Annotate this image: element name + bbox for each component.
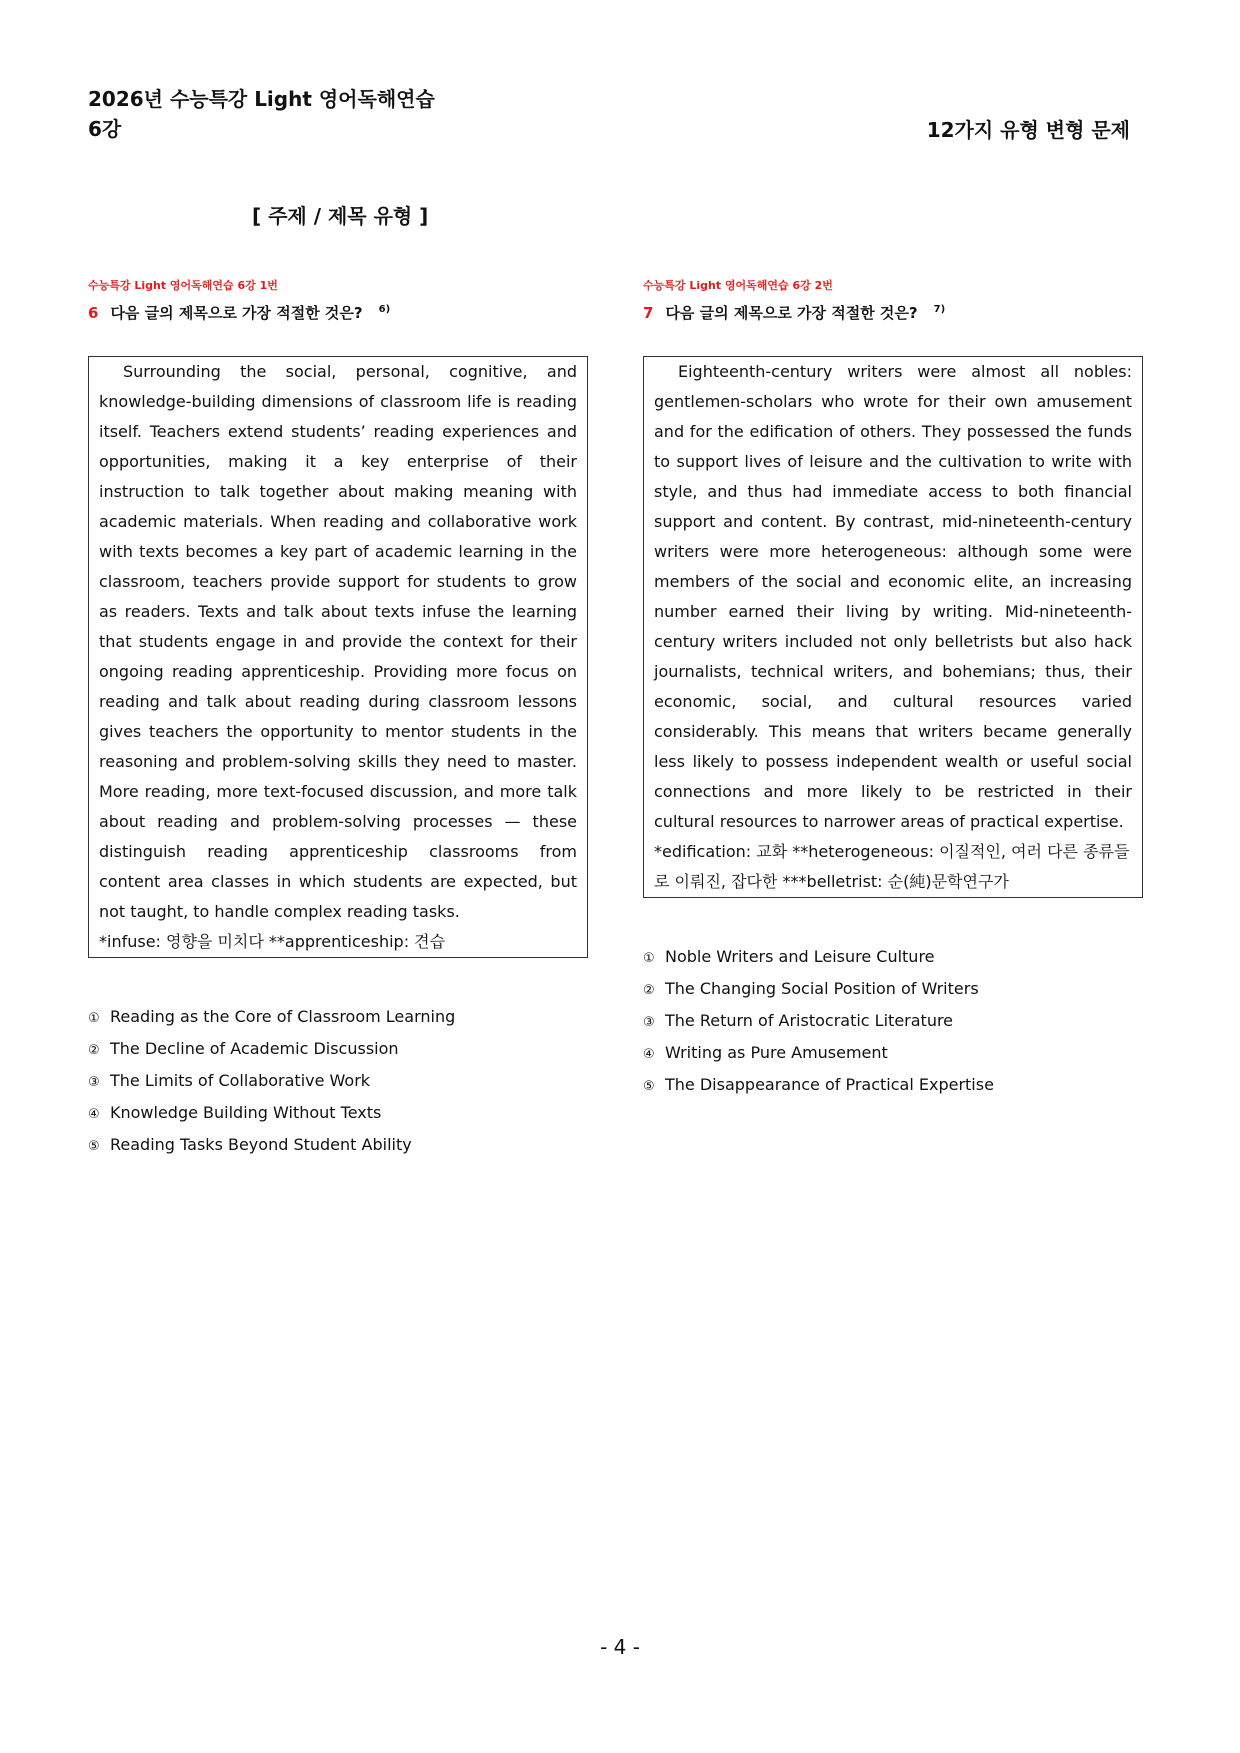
answer-choice[interactable] — [643, 1070, 1143, 1102]
question-prompt — [643, 300, 1143, 323]
choice-text: Reading as the Core of Classroom Learning — [110, 1007, 456, 1026]
passage-box — [643, 356, 1143, 898]
passage-box — [88, 356, 588, 958]
question-number: 6 — [88, 304, 99, 322]
choice-number: ① — [88, 1011, 100, 1026]
choice-number: ③ — [88, 1075, 100, 1090]
question-7 — [643, 278, 1143, 1102]
footnote-ref: 7) — [933, 304, 946, 315]
choice-text: The Decline of Academic Discussion — [110, 1039, 399, 1058]
footnote-ref: 6) — [378, 304, 391, 315]
answer-choice[interactable] — [643, 942, 1143, 974]
choice-text: Noble Writers and Leisure Culture — [665, 947, 935, 966]
choice-number: ⑤ — [88, 1139, 100, 1154]
lesson-label: 6강 — [88, 117, 122, 141]
passage-text: Eighteenth-century writers were almost all nobles: gentlemen-scholars who wrote for their own amusement and for the edification of others. They possessed the funds to support lives of leisure and the cultivation to write with style, and thus had immediate access to both financial support and content. By contrast, mid-nineteenth-century writers were more heterogeneous: although some were members of the social and economic elite, an increasing number earned their living by writing. Mid-nineteenth-century writers included not only belletrists but also hack journalists, technical writers, and bohemians; thus, their economic, social, and cultural resources varied considerably. This means that writers became generally less likely to possess independent wealth or useful social connections and more likely to be restricted in their cultural resources to narrower areas of practical expertise. — [654, 362, 1132, 831]
choice-number: ③ — [643, 1015, 655, 1030]
question-text: 다음 글의 제목으로 가장 적절한 것은? — [665, 304, 918, 322]
answer-choice[interactable] — [88, 1034, 588, 1066]
question-text: 다음 글의 제목으로 가장 적절한 것은? — [110, 304, 363, 322]
choice-text: Reading Tasks Beyond Student Ability — [110, 1135, 412, 1154]
choice-number: ② — [643, 983, 655, 998]
choice-text: The Disappearance of Practical Expertise — [665, 1075, 994, 1094]
answer-choice[interactable] — [88, 1066, 588, 1098]
choice-text: Knowledge Building Without Texts — [110, 1103, 382, 1122]
choice-text: The Return of Aristocratic Literature — [665, 1011, 954, 1030]
answer-choice[interactable] — [88, 1130, 588, 1162]
page-number: - 4 - — [600, 1635, 640, 1659]
answer-choice[interactable] — [643, 1038, 1143, 1070]
document-title: 2026년 수능특강 Light 영어독해연습 — [88, 87, 435, 111]
choice-number: ④ — [88, 1107, 100, 1122]
choice-text: Writing as Pure Amusement — [665, 1043, 888, 1062]
question-prompt — [88, 300, 588, 323]
answer-choice[interactable] — [88, 1002, 588, 1034]
answer-choices — [643, 942, 1143, 1102]
question-6 — [88, 278, 588, 1162]
choice-number: ④ — [643, 1047, 655, 1062]
section-title: [ 주제 / 제목 유형 ] — [252, 204, 429, 228]
choice-text: The Limits of Collaborative Work — [110, 1071, 371, 1090]
question-number: 7 — [643, 304, 654, 322]
question-source: 수능특강 Light 영어독해연습 6강 1번 — [88, 279, 278, 292]
vocabulary-note: *infuse: 영향을 미치다 **apprenticeship: 견습 — [99, 932, 446, 951]
vocabulary-note: *edification: 교화 **heterogeneous: 이질적인, 여러 다른 종류들로 이뤄진, 잡다한 ***belletrist: 순(純)문학연구가 — [654, 842, 1130, 891]
answer-choices — [88, 1002, 588, 1162]
answer-choice[interactable] — [643, 1006, 1143, 1038]
passage-text: Surrounding the social, personal, cognitive, and knowledge-building dimensions of classroom life is reading itself. Teachers extend students’ reading experiences and opportunities, making it a key enterprise of their instruction to talk together about making meaning with academic materials. When reading and collaborative work with texts becomes a key part of academic learning in the classroom, teachers provide support for students to grow as readers. Texts and talk about texts infuse the learning that students engage in and provide the context for their ongoing reading apprenticeship. Providing more focus on reading and talk about reading during classroom lessons gives teachers the opportunity to mentor students in the reasoning and problem-solving skills they need to master. More reading, more text-focused discussion, and more talk about reading and problem-solving processes — these distinguish reading apprenticeship classrooms from content area classes in which students are expected, but not taught, to handle complex reading tasks. — [99, 362, 577, 921]
choice-number: ⑤ — [643, 1079, 655, 1094]
answer-choice[interactable] — [88, 1098, 588, 1130]
problem-type-label: 12가지 유형 변형 문제 — [926, 118, 1130, 142]
choice-text: The Changing Social Position of Writers — [665, 979, 979, 998]
question-source: 수능특강 Light 영어독해연습 6강 2번 — [643, 279, 833, 292]
page-header — [88, 84, 435, 144]
answer-choice[interactable] — [643, 974, 1143, 1006]
choice-number: ① — [643, 951, 655, 966]
choice-number: ② — [88, 1043, 100, 1058]
